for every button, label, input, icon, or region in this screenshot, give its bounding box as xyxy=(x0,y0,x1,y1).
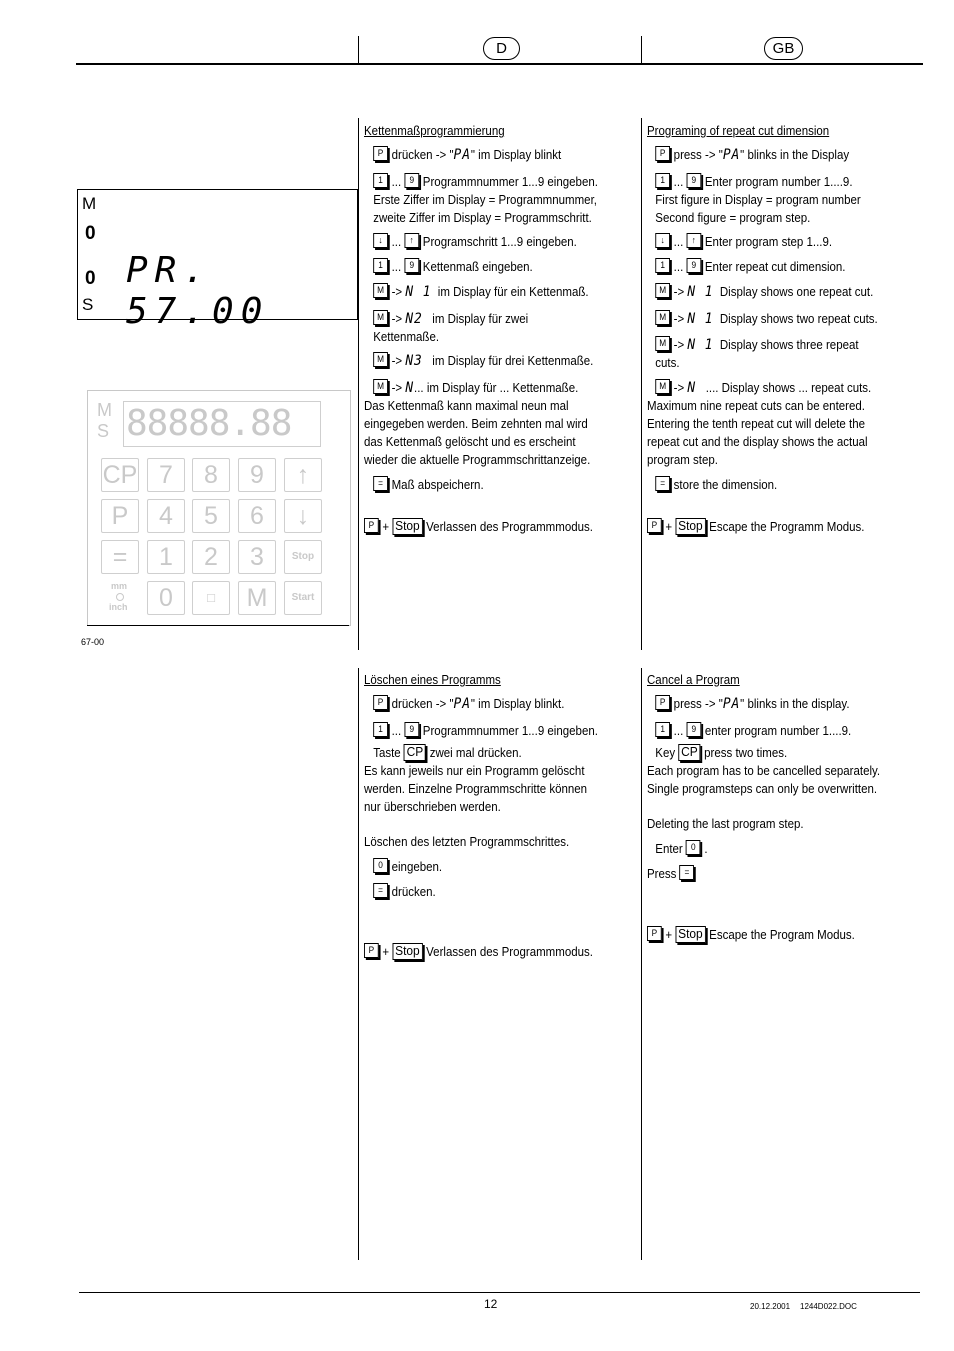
key-1-icon: 1 xyxy=(655,722,670,737)
key-0-icon: 0 xyxy=(373,858,388,873)
m-key-icon: M xyxy=(655,283,670,298)
arrow-down-key-icon: ↓ xyxy=(373,233,388,248)
key-1-icon: 1 xyxy=(655,173,670,188)
display-readout: PR. 57.00 xyxy=(126,250,270,332)
stop-key-icon: Stop xyxy=(675,518,705,535)
key-dot: □ xyxy=(192,581,230,615)
key-1: 1 xyxy=(147,540,185,574)
key-9-icon: 9 xyxy=(686,722,701,737)
page-number: 12 xyxy=(484,1297,498,1311)
key-9-icon: 9 xyxy=(686,173,701,188)
key-1-icon: 1 xyxy=(373,722,388,737)
key-9-icon: 9 xyxy=(404,722,419,737)
pa-display-glyph: PA xyxy=(722,696,741,712)
de1-line4: zweite Ziffer im Display = Programmschritt. xyxy=(373,211,592,225)
stop-key-icon: Stop xyxy=(675,926,705,943)
column-divider-right-bottom xyxy=(641,668,642,1260)
gb2-title: Cancel a Program xyxy=(647,673,740,687)
key-equals: = xyxy=(101,540,139,574)
gb1-title: Programing of repeat cut dimension xyxy=(647,124,830,138)
m-key-icon: M xyxy=(373,310,388,325)
key-1-icon: 1 xyxy=(655,258,670,273)
p-key-icon: P xyxy=(373,146,388,161)
key-2: 2 xyxy=(192,540,230,574)
gb1-section: Programing of repeat cut dimension P press -> "PA" blinks in the Display 1 ... 9 Enter program number 1....9. First figure in Display = program number Second figure = program step. ↓ ... ↑ Enter program step 1...9. 1 ... 9 Enter repeat cut dimension. M -> N 1 Display shows one repeat cut. M -> N 1 Display shows two repeat cuts. M -> N 1 Display shows three repeat cuts. M -> N .... Display shows ... repeat cuts. Maximum nine repeat cuts can be entered. Entering the tenth repeat cut will delete the repeat cut and the display shows the actual program step. = store the dimension. P + Stop Escape the Programm Modus. xyxy=(647,124,878,534)
de2-title: Löschen eines Programms xyxy=(364,673,501,687)
p-key-icon: P xyxy=(364,943,379,958)
m-key-icon: M xyxy=(373,352,388,367)
p-key-icon: P xyxy=(655,146,670,161)
cp-key-icon: CP xyxy=(678,744,700,761)
figure-bottom-rule xyxy=(87,625,349,626)
key-1-icon: 1 xyxy=(373,258,388,273)
column-divider-right-top xyxy=(641,118,642,650)
p-key-icon: P xyxy=(655,695,670,710)
key-9-icon: 9 xyxy=(404,173,419,188)
lang-badge-gb: GB xyxy=(764,37,803,60)
lcd-display-figure xyxy=(77,189,358,332)
stop-key-icon: Stop xyxy=(392,518,422,535)
de1-section: Kettenmaßprogrammierung P drücken -> "PA" im Display blinkt 1 ... 9 Programmnummer 1...9 eingeben. Erste Ziffer im Display = Programmnummer, zweite Ziffer im Display = Programmschritt. ↓ ... ↑ Programschritt 1...9 eingeben. 1 ... 9 Kettenmaß eingeben. M -> N 1 im Display für ein Kettenmaß. M -> N2 im Display für zwei Kettenmaße. M -> N3 im Display für drei Kettenmaße. M -> N... im Display für ... Kettenmaße. Das Kettenmaß kann maximal neun mal eingegeben werden. Beim zehnten mal wird das Kettenmaß gelöscht und es erscheint wieder die aktuelle Programmschrittanzeige. = Maß abspeichern. P + Stop Verlassen des Programmmodus. xyxy=(364,124,598,534)
m-key-icon: M xyxy=(373,379,388,394)
display-s-label: S xyxy=(82,295,94,314)
arrow-down-key-icon: ↓ xyxy=(655,233,670,248)
footer-date: 20.12.2001 xyxy=(750,1302,791,1311)
stop-key-icon: Stop xyxy=(392,943,422,960)
key-start: Start xyxy=(284,581,322,615)
pa-display-glyph: PA xyxy=(453,147,471,163)
m-key-icon: M xyxy=(655,379,670,394)
equals-key-icon: = xyxy=(655,476,670,491)
key-4: 4 xyxy=(147,499,185,533)
key-9: 9 xyxy=(238,458,276,492)
lang-badge-de: D xyxy=(483,37,520,60)
arrow-up-key-icon: ↑ xyxy=(686,233,701,248)
key-9-icon: 9 xyxy=(686,258,701,273)
keypad-digit-display xyxy=(123,401,321,447)
key-7: 7 xyxy=(147,458,185,492)
p-key-icon: P xyxy=(373,695,388,710)
key-0: 0 xyxy=(147,581,185,615)
key-5: 5 xyxy=(192,499,230,533)
cp-key-icon: CP xyxy=(404,744,426,761)
m-key-icon: M xyxy=(655,310,670,325)
keypad-ms-indicator: M S xyxy=(97,400,112,441)
figure-label: 67-00 xyxy=(81,637,105,647)
equals-key-icon: = xyxy=(680,865,695,880)
header-rule xyxy=(76,63,923,65)
de2-section: Löschen eines Programms P drücken -> "PA" im Display blinkt. 1 ... 9 Programmnummer 1...9 eingeben. Taste CP zwei mal drücken. Es kann jeweils nur ein Programm gelöscht werden. Einzelne Programmschritte können nur überschrieben werden. Löschen des letzten Programmschrittes. 0 eingeben. = drücken. P + Stop Verlassen des Programmmodus. xyxy=(364,673,598,959)
keypad-display-digits: 88888.88 xyxy=(126,403,292,444)
key-cp: CP xyxy=(101,458,139,492)
key-6: 6 xyxy=(238,499,276,533)
display-s-value: 0 xyxy=(85,268,96,289)
key-down: ↓ xyxy=(284,499,322,533)
p-key-icon: P xyxy=(364,518,379,533)
key-8: 8 xyxy=(192,458,230,492)
display-m-label: M xyxy=(82,194,97,213)
p-key-icon: P xyxy=(647,518,662,533)
unit-led-icon xyxy=(116,593,124,601)
equals-key-icon: = xyxy=(373,476,388,491)
de1-line3: Erste Ziffer im Display = Programmnummer, xyxy=(373,193,597,207)
m-key-icon: M xyxy=(373,283,388,298)
footer-rule xyxy=(79,1292,920,1293)
de1-title: Kettenmaßprogrammierung xyxy=(364,124,505,138)
key-m: M xyxy=(238,581,276,615)
key-stop: Stop xyxy=(284,540,322,574)
key-9-icon: 9 xyxy=(404,258,419,273)
header-divider-2 xyxy=(641,36,642,64)
key-3: 3 xyxy=(238,540,276,574)
unit-mm-label: mm xyxy=(111,581,128,591)
footer-docname: 1244D022.DOC xyxy=(800,1302,857,1311)
m-key-icon: M xyxy=(655,336,670,351)
keypad-figure xyxy=(87,390,351,626)
p-key-icon: P xyxy=(647,926,662,941)
unit-inch-label: inch xyxy=(109,602,128,612)
display-m-value: 0 xyxy=(85,223,96,244)
column-divider-left-top xyxy=(358,118,359,650)
pa-display-glyph: PA xyxy=(722,147,741,163)
header-divider-1 xyxy=(358,36,359,64)
key-up: ↑ xyxy=(284,458,322,492)
equals-key-icon: = xyxy=(373,883,388,898)
arrow-up-key-icon: ↑ xyxy=(404,233,419,248)
key-p: P xyxy=(101,499,139,533)
key-0-icon: 0 xyxy=(686,840,701,855)
key-1-icon: 1 xyxy=(373,173,388,188)
gb2-section: Cancel a Program P press -> "PA" blinks in the display. 1 ... 9 enter program number 1....9. Key CP press two times. Each program has to be cancelled separately. Single programsteps can only be overwritten. Deleting the last program step. Enter 0 . Press = P + Stop Escape the Program Modus. xyxy=(647,673,881,942)
column-divider-left-bottom xyxy=(358,668,359,1260)
pa-display-glyph: PA xyxy=(453,696,471,712)
